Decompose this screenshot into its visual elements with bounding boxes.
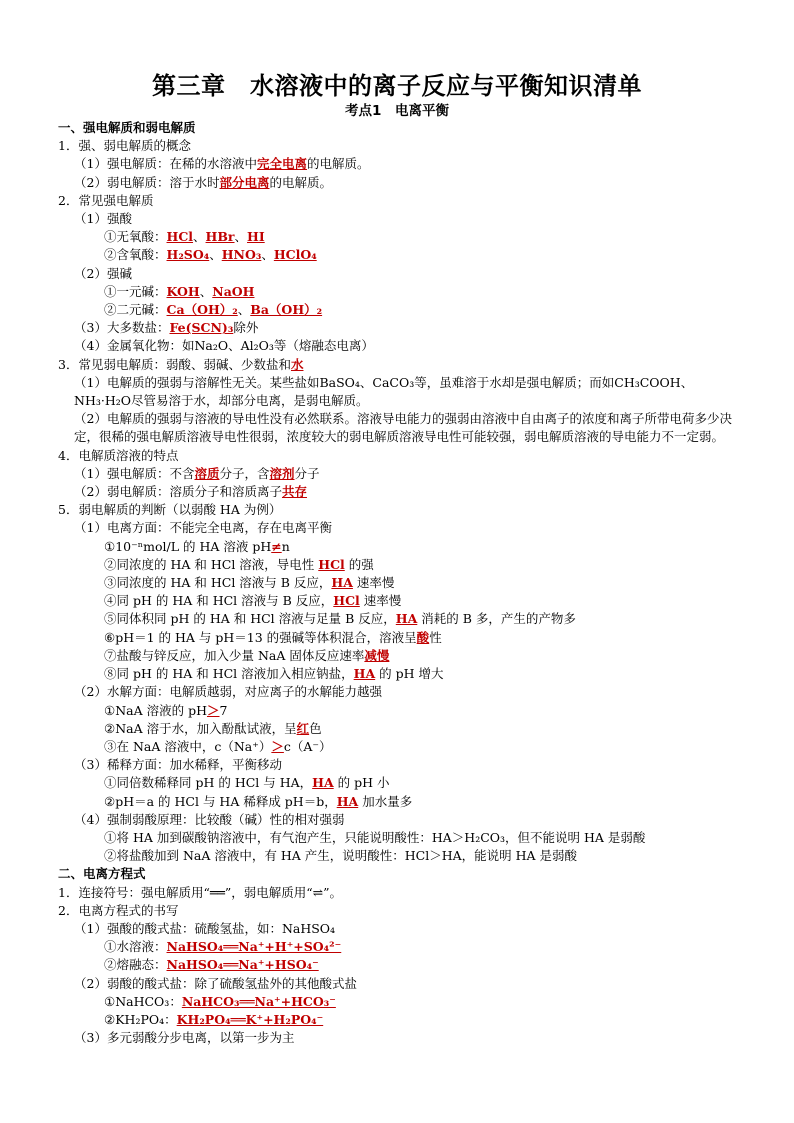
line-text: ⑤同体积同 pH 的 HA 和 HCl 溶液与足量 B 反应， <box>104 611 396 627</box>
line-text: 色 <box>309 720 322 736</box>
answer-text: 部分电离 <box>219 174 270 190</box>
answer-text: Fe(SCN)₃ <box>169 320 234 336</box>
text-line <box>58 174 748 192</box>
line-text: ②同浓度的 HA 和 HCl 溶液，导电性 <box>104 556 319 572</box>
text-line <box>58 447 748 465</box>
answer-text: ＞ <box>271 738 284 754</box>
answer-text: NaHSO₄══Na⁺+H⁺+SO₄²⁻ <box>166 939 342 955</box>
answer-text: 共存 <box>281 484 307 500</box>
line-text: （1）电离方面：不能完全电离，存在电离平衡 <box>74 520 332 536</box>
answer-text: ＞ <box>206 702 220 718</box>
text-line <box>58 519 748 537</box>
line-text: 1．连接符号：强电解质用“══”，弱电解质用“⇌”。 <box>58 884 343 900</box>
line-text: ①将 HA 加到碳酸钠溶液中，有气泡产生，只能说明酸性：HA＞H₂CO₃，但不能说明 HA 是弱酸 <box>104 829 646 845</box>
text-line <box>58 301 748 319</box>
line-text: （2）水解方面：电解质越弱，对应离子的水解能力越强 <box>74 684 382 700</box>
answer-text: HA <box>312 775 334 791</box>
text-line <box>58 720 748 738</box>
line-text: 、 <box>199 283 213 299</box>
answer-text: NaOH <box>212 283 255 299</box>
text-line <box>58 756 748 774</box>
text-line <box>58 665 748 683</box>
text-line <box>58 465 748 483</box>
line-text: （3）稀释方面：加水稀释，平衡移动 <box>74 757 282 773</box>
text-line <box>58 246 748 264</box>
text-line <box>58 228 748 246</box>
line-text: 一、强电解质和弱电解质 <box>58 120 196 135</box>
line-text: ③同浓度的 HA 和 HCl 溶液与 B 反应， <box>104 575 332 591</box>
line-text: 的电解质。 <box>306 156 370 172</box>
line-text: ②pH＝a 的 HCl 与 HA 稀释成 pH＝b， <box>104 793 337 809</box>
line-text: 二、电离方程式 <box>58 866 146 882</box>
text-line <box>58 574 748 592</box>
text-line <box>58 337 748 355</box>
answer-text: HA <box>353 666 376 682</box>
line-text: 的强 <box>344 556 374 572</box>
line-text: n <box>281 538 290 554</box>
line-text: 除外 <box>233 320 259 336</box>
answer-text: 溶质 <box>194 465 220 481</box>
answer-text: 减慢 <box>364 647 390 663</box>
answer-text: HI <box>247 229 265 245</box>
line-text: ①水溶液： <box>104 939 167 955</box>
answer-text: ≠ <box>271 538 282 554</box>
line-text: 加水量多 <box>358 793 413 809</box>
document-body <box>58 119 748 1047</box>
answer-text: KOH <box>166 283 200 299</box>
text-line <box>58 319 748 337</box>
line-text: 3．常见弱电解质：弱酸、弱碱、少数盐和 <box>58 356 291 372</box>
line-text: 7 <box>219 702 228 718</box>
answer-text: HA <box>336 793 359 809</box>
line-text: ①NaA 溶液的 pH <box>104 702 207 718</box>
line-text: （4）强制弱酸原理：比较酸（碱）性的相对强弱 <box>74 811 345 827</box>
line-text: 1．强、弱电解质的概念 <box>58 138 191 154</box>
line-text: 性 <box>429 629 442 645</box>
text-line <box>58 774 748 792</box>
line-text: ②NaA 溶于水，加入酚酞试液，呈 <box>104 720 297 736</box>
line-text: 消耗的 B 多，产生的产物多 <box>417 611 576 627</box>
line-text: 分子 <box>294 465 320 481</box>
text-line <box>58 847 748 865</box>
line-text: ③在 NaA 溶液中，c（Na⁺） <box>104 738 272 754</box>
text-line <box>58 137 748 155</box>
answer-text: Ca（OH）₂ <box>166 302 238 318</box>
answer-text: 红 <box>296 720 310 736</box>
text-line <box>58 410 748 446</box>
line-text: ⑦盐酸与锌反应，加入少量 NaA 固体反应速率 <box>104 647 365 663</box>
text-line <box>58 811 748 829</box>
line-text: c（A⁻） <box>283 738 332 754</box>
line-text: （1）强电解质：不含 <box>74 465 195 481</box>
line-text: 、 <box>193 229 206 245</box>
text-line <box>58 1011 748 1029</box>
line-text: ⑧同 pH 的 HA 和 HCl 溶液加入相应钠盐， <box>104 666 354 682</box>
text-line <box>58 683 748 701</box>
text-line <box>58 647 748 665</box>
answer-text: NaHCO₃══Na⁺+HCO₃⁻ <box>181 993 336 1009</box>
answer-text: NaHSO₄══Na⁺+HSO₄⁻ <box>166 957 319 973</box>
text-line <box>58 192 748 210</box>
text-line <box>58 483 748 501</box>
line-text: （1）强酸的酸式盐：硫酸氢盐，如：NaHSO₄ <box>74 920 336 936</box>
text-line <box>58 793 748 811</box>
answer-text: 溶剂 <box>269 465 295 481</box>
line-text: ②二元碱： <box>104 302 167 318</box>
line-text: （4）金属氧化物：如Na₂O、Al₂O₃等（熔融态电离） <box>74 338 374 354</box>
text-line <box>58 1029 748 1047</box>
line-text: 、 <box>234 229 248 245</box>
text-line <box>58 920 748 938</box>
text-line <box>58 265 748 283</box>
answer-text: HCl <box>318 556 345 572</box>
text-line <box>58 829 748 847</box>
text-line <box>58 702 748 720</box>
line-text: （2）强碱 <box>74 265 132 281</box>
line-text: ①无氧酸： <box>104 229 167 245</box>
page-title: 第三章 水溶液中的离子反应与平衡知识清单 <box>152 72 642 100</box>
line-text: 速率慢 <box>359 593 402 609</box>
answer-text: Ba（OH）₂ <box>250 302 323 318</box>
line-text: ②熔融态： <box>104 957 167 973</box>
line-text: ①一元碱： <box>104 283 167 299</box>
answer-text: 完全电离 <box>256 156 307 172</box>
section-heading <box>58 865 748 883</box>
answer-text: HBr <box>205 229 235 245</box>
section-heading <box>58 119 748 137</box>
line-text: ⑥pH＝1 的 HA 与 pH＝13 的强碱等体积混合，溶液呈 <box>104 629 417 645</box>
line-text: （3）大多数盐： <box>74 320 170 336</box>
answer-text: KH₂PO₄══K⁺+H₂PO₄⁻ <box>176 1011 324 1027</box>
line-text: ②将盐酸加到 NaA 溶液中，有 HA 产生，说明酸性：HCl＞HA，能说明 HA 是弱酸 <box>104 848 578 864</box>
text-line <box>58 738 748 756</box>
line-text: 5．弱电解质的判断（以弱酸 HA 为例） <box>58 502 282 518</box>
line-text: 、 <box>209 247 222 263</box>
answer-text: HNO₃ <box>221 247 262 263</box>
text-line <box>58 283 748 301</box>
text-line <box>58 610 748 628</box>
text-line <box>58 210 748 228</box>
line-text: 、 <box>261 247 274 263</box>
answer-text: HA <box>331 575 353 591</box>
line-text: 2．常见强电解质 <box>58 192 154 208</box>
line-text: 速率慢 <box>352 575 395 591</box>
line-text: ①NaHCO₃： <box>104 993 182 1009</box>
text-line <box>58 884 748 902</box>
line-text: 分子，含 <box>219 465 270 481</box>
text-line <box>58 592 748 610</box>
line-text: （2）弱电解质：溶质分子和溶质离子 <box>74 484 282 500</box>
text-line <box>58 501 748 519</box>
line-text: ①10⁻ⁿmol/L 的 HA 溶液 pH <box>104 538 272 554</box>
answer-text: HCl <box>333 593 360 609</box>
line-text: （2）电解质的强弱与溶液的导电性没有必然联系。溶液导电能力的强弱由溶液中自由离子的浓度和离子所带电荷多少决定，很稀的强电解质溶液导电性很弱，浓度较大的弱电解质溶液导电性可能较强，弱电解质溶液的导电能力不一定弱。 <box>74 411 732 445</box>
answer-text: 酸 <box>416 629 430 645</box>
text-line <box>58 374 748 410</box>
line-text: （1）电解质的强弱与溶解性无关。某些盐如BaSO₄、CaCO₃等，虽难溶于水却是强电解质；而如CH₃COOH、NH₃·H₂O尽管易溶于水，却部分电离，是弱电解质。 <box>74 374 694 409</box>
line-text: （1）强电解质：在稀的水溶液中 <box>74 156 257 172</box>
line-text: （2）弱电解质：溶于水时 <box>74 174 220 190</box>
line-text: ②含氧酸： <box>104 247 167 263</box>
line-text: 2．电离方程式的书写 <box>58 902 179 918</box>
page-subtitle: 考点1 电离平衡 <box>345 103 449 119</box>
answer-text: HClO₄ <box>273 247 317 263</box>
text-line <box>58 993 748 1011</box>
text-line <box>58 155 748 173</box>
line-text: 的电解质。 <box>269 174 332 190</box>
line-text: （1）强酸 <box>74 211 132 227</box>
text-line <box>58 556 748 574</box>
line-text: ④同 pH 的 HA 和 HCl 溶液与 B 反应， <box>104 593 334 609</box>
answer-text: 水 <box>290 356 304 372</box>
text-line <box>58 956 748 974</box>
answer-text: H₂SO₄ <box>166 247 210 263</box>
answer-text: HCl <box>166 229 194 245</box>
line-text: ②KH₂PO₄： <box>104 1011 177 1027</box>
text-line <box>58 356 748 374</box>
text-line <box>58 629 748 647</box>
line-text: 、 <box>237 302 251 318</box>
line-text: （2）弱酸的酸式盐：除了硫酸氢盐外的其他酸式盐 <box>74 975 357 991</box>
text-line <box>58 938 748 956</box>
text-line <box>58 902 748 920</box>
line-text: 的 pH 小 <box>333 775 390 791</box>
line-text: ①同倍数稀释同 pH 的 HCl 与 HA， <box>104 775 313 791</box>
answer-text: HA <box>395 611 418 627</box>
text-line <box>58 538 748 556</box>
line-text: （3）多元弱酸分步电离，以第一步为主 <box>74 1030 295 1046</box>
line-text: 的 pH 增大 <box>375 666 444 682</box>
text-line <box>58 975 748 993</box>
line-text: 4．电解质溶液的特点 <box>58 447 179 463</box>
